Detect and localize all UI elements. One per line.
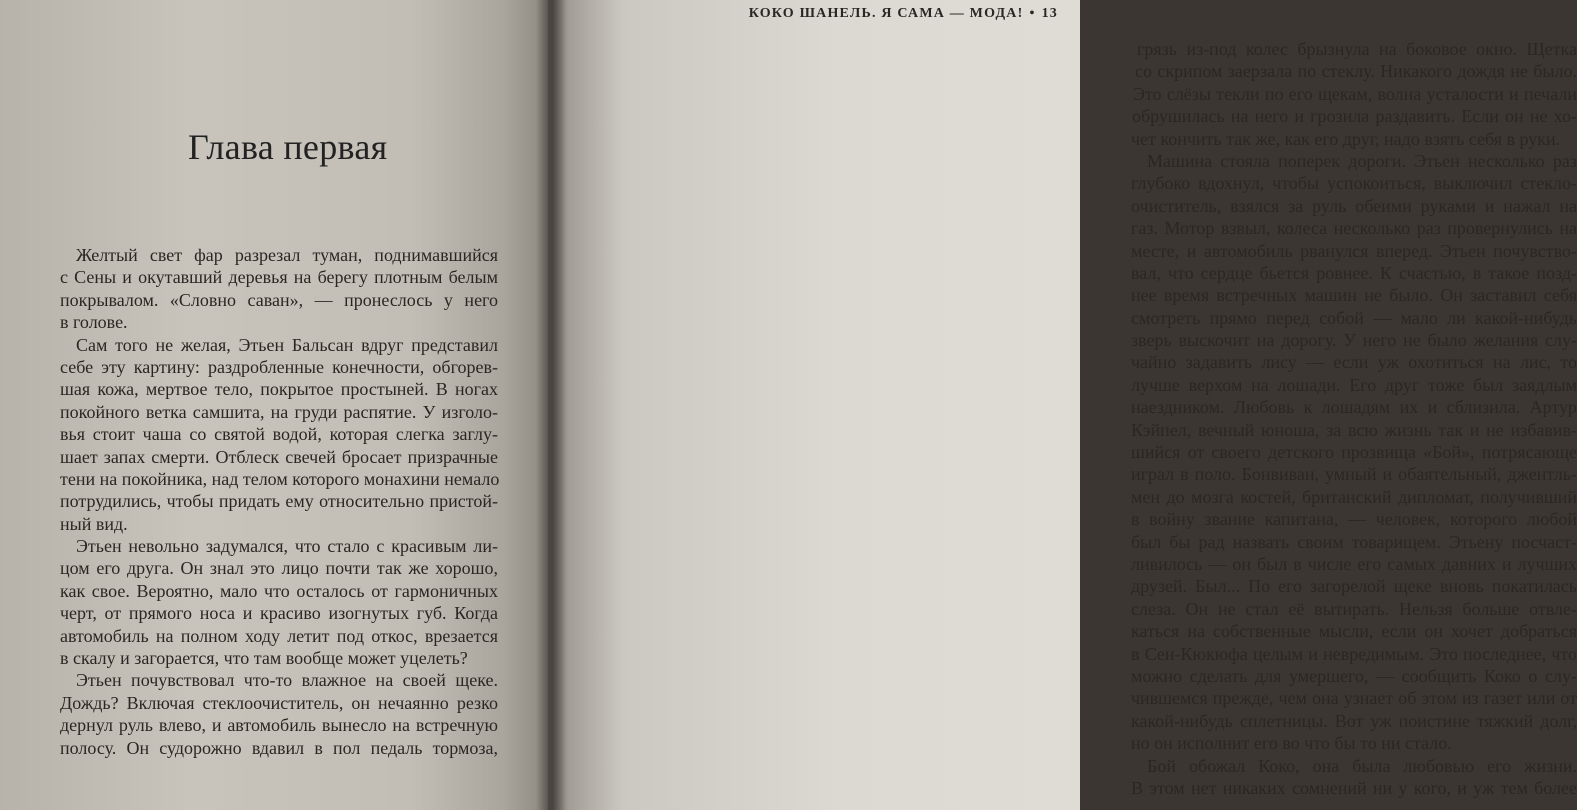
- text-line: месте, и автомобиль рванулся вперед. Этьен почувство-: [1131, 240, 1577, 261]
- text-line: Это слёзы текли по его щекам, волна усталости и печали: [1133, 83, 1577, 104]
- text-line: Машина стояла поперек дороги. Этьен несколько раз: [1147, 150, 1577, 171]
- text-line: очиститель, взялся за руль обеими руками и нажал на: [1131, 195, 1577, 216]
- text-line: покойного ветка самшита, на груди распятие. У изголо-: [60, 401, 498, 422]
- text-line: как свое. Вероятно, мало что осталось от гармоничных: [60, 580, 498, 601]
- text-line: Этьен почувствовал что-то влажное на своей щеке.: [76, 670, 498, 691]
- text-line: в Сен-Кюкюфа целым и невредимым. Это последнее, что: [1131, 643, 1577, 664]
- text-line: шийся от своего детского прозвища «Бой», потрясающе: [1131, 442, 1577, 463]
- text-line: смотреть прямо перед собой — мало ли какой-нибудь: [1131, 307, 1577, 328]
- text-line: Сам того не желая, Этьен Бальсан вдруг представил: [76, 334, 498, 355]
- text-line: в войну звание капитана, — человек, которого любой: [1131, 509, 1577, 530]
- text-line: чившемся прежде, чем она узнает об этом из газет или от: [1131, 688, 1577, 709]
- text-line: нее время встречных машин не было. Он заставил себя: [1131, 285, 1577, 306]
- text-line: автомобиль на полном ходу летит под откос, врезается: [60, 625, 498, 646]
- text-line: чайно задавить лису — если уж охотиться на лис, то: [1131, 352, 1577, 373]
- running-head-title: КОКО ШАНЕЛЬ. Я САМА — МОДА!: [748, 6, 1024, 21]
- text-line: но он исполнит его во что бы то ни стало.: [1131, 733, 1452, 754]
- text-line: ный вид.: [60, 513, 128, 534]
- text-line: с Сены и окутавший деревья на берегу плотным белым: [60, 267, 498, 288]
- text-line: какой-нибудь сплетницы. Вот уж поистине тяжкий долг,: [1131, 710, 1577, 731]
- text-line: Дождь? Включая стеклоочиститель, он нечаянно резко: [60, 692, 498, 713]
- text-line: дернул руль влево, и автомобиль вынесло на встречную: [60, 715, 498, 736]
- text-line: вья стоит чаша со святой водой, которая слегка заглу-: [60, 424, 498, 445]
- text-line: тени на покойника, над телом которого монахини немало: [60, 468, 500, 489]
- text-line: В этом нет никаких сомнений ни у кого, и уж тем более: [1131, 777, 1577, 798]
- text-line: со скрипом заерзала по стеклу. Никакого дождя не было.: [1135, 61, 1577, 82]
- right-page-text: [1131, 38, 1577, 799]
- text-line: шая кожа, мертвое тело, покрытое простыней. В ногах: [60, 379, 498, 400]
- text-line: можно сделать для умершего, — сообщить Коко о слу-: [1131, 665, 1577, 686]
- text-line: полосу. Он судорожно вдавил в пол педаль тормоза,: [60, 737, 498, 758]
- page-number: 13: [1041, 6, 1058, 21]
- text-line: слеза. Он не стал её вытирать. Нельзя больше отвле-: [1131, 598, 1577, 619]
- left-page: [0, 0, 548, 810]
- text-line: чет кончить так же, как его друг, надо взять себя в руки.: [1131, 128, 1561, 149]
- text-line: ливилось — он был в числе его самых давних и лучших: [1131, 553, 1577, 574]
- book-gutter: [536, 0, 566, 810]
- text-line: обрушилась на него и грозила раздавить. Если он не хо-: [1132, 106, 1577, 127]
- text-line: потрудились, чтобы придать ему относительно пристой-: [60, 491, 498, 512]
- text-line: глубоко вдохнул, чтобы успокоиться, выключил стекло-: [1131, 173, 1577, 194]
- text-line: черт, от прямого носа и красиво изогнутых губ. Когда: [60, 603, 498, 624]
- text-line: Желтый свет фар разрезал туман, поднимавшийся: [76, 245, 498, 265]
- text-line: Бой обожал Коко, она была любовью его жизни.: [1147, 755, 1577, 776]
- text-line: каться на собственные мысли, если он хочет добраться: [1131, 621, 1577, 642]
- text-line: Этьен невольно задумался, что стало с красивым ли-: [76, 536, 498, 557]
- text-line: друзей. Был... По его загорелой щеке вновь покатилась: [1131, 576, 1577, 597]
- right-page: [548, 0, 1577, 810]
- text-line: Кэйпел, вечный юноша, за всю жизнь так и не избавив-: [1131, 419, 1577, 440]
- text-line: лучше верхом на лошади. Его друг тоже был заядлым: [1131, 374, 1577, 395]
- text-line: в голове.: [60, 312, 128, 333]
- left-page-text: [60, 244, 498, 759]
- chapter-title: Глава первая: [188, 127, 388, 167]
- text-line: в скалу и загорается, что там вообще может уцелеть?: [60, 648, 468, 669]
- running-head-separator: •: [1029, 6, 1036, 21]
- text-line: вал, что сердце бьется ровнее. К счастью, в такое позд-: [1131, 262, 1577, 283]
- text-line: мен до мозга костей, британский дипломат, получивший: [1131, 486, 1577, 507]
- text-line: газ. Мотор взвыл, колеса несколько раз провернулись на: [1131, 218, 1577, 239]
- running-head: [749, 6, 1058, 22]
- text-line: зверь выскочит на дорогу. У него не было желания слу-: [1131, 330, 1577, 351]
- text-line: наездником. Любовь к лошадям их и сблизила. Артур: [1131, 397, 1577, 418]
- text-line: играл в поло. Бонвиван, умный и обаятельный, джентль-: [1131, 464, 1577, 485]
- text-line: себе эту картину: раздробленные конечности, обгорев-: [60, 356, 498, 377]
- text-line: грязь из-под колес брызнула на боковое окно. Щетка: [1137, 39, 1577, 59]
- text-line: покрывалом. «Словно саван», — пронеслось у него: [60, 289, 498, 310]
- text-line: был бы рад назвать своим товарищем. Этьену посчаст-: [1131, 531, 1577, 552]
- text-line: шает запах смерти. Отблеск свечей бросает призрачные: [60, 446, 498, 467]
- text-line: цом его друга. Он знал это лицо почти так же хорошо,: [60, 558, 498, 579]
